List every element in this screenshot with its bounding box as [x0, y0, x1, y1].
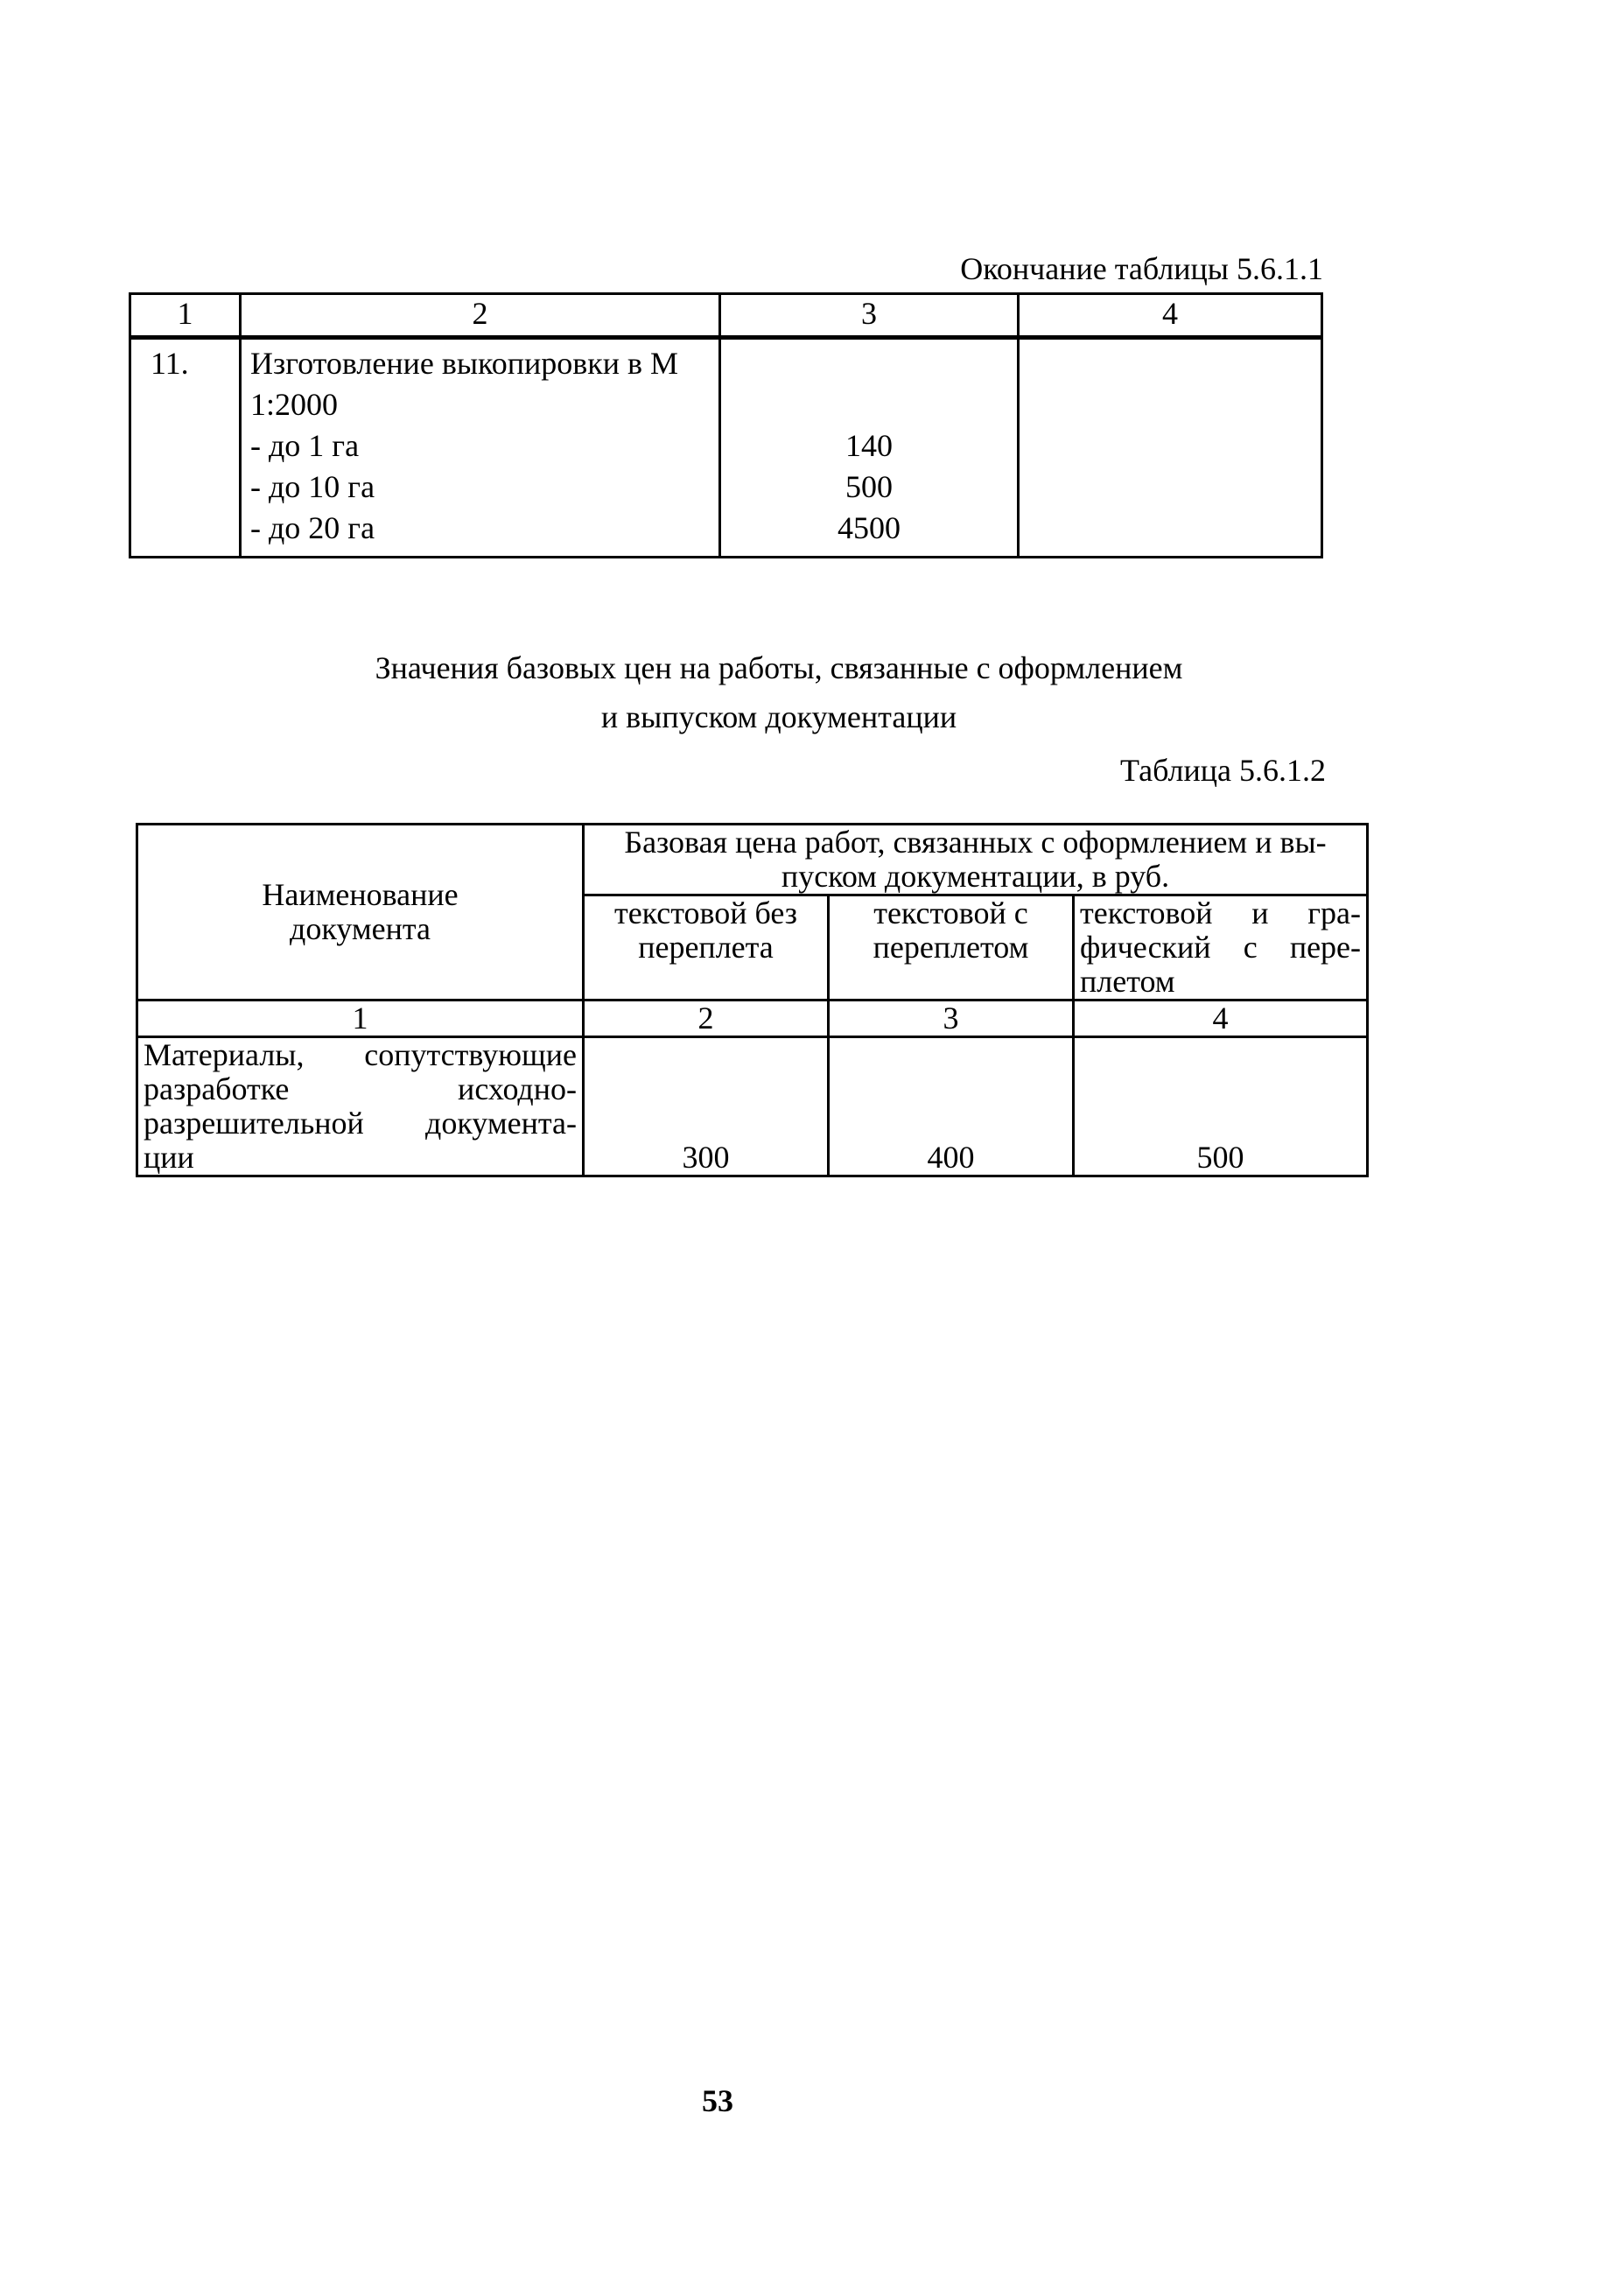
col-number-4: 4 [1074, 1001, 1368, 1037]
col-header-1: 1 [130, 294, 241, 338]
table-header-row [137, 825, 1368, 895]
row-values [720, 338, 1019, 558]
row-name-line: 1:2000 [250, 387, 339, 422]
table-row [130, 338, 1322, 558]
item-value: 4500 [838, 510, 901, 545]
item-label: - до 20 га [250, 510, 375, 545]
item-label: - до 10 га [250, 469, 375, 504]
table-row [137, 1037, 1368, 1176]
header-group: Базовая цена работ, связанных с оформлением и вы- пуском документации, в руб. [584, 825, 1368, 895]
row-name [241, 338, 720, 558]
table-5-6-1-1-end [129, 292, 1323, 558]
page-number: 53 [702, 2083, 733, 2118]
table-5-6-1-2 [136, 823, 1369, 1177]
table2-caption: Таблица 5.6.1.2 [1120, 753, 1326, 788]
header-document-name: Наименование документа [137, 825, 584, 1001]
section-title-line: и выпуском документации [600, 699, 957, 734]
col-number-2: 2 [584, 1001, 829, 1037]
subheader-text-graphic-with-binding: текстовой и гра- фический с пере- плетом [1074, 895, 1368, 1001]
subheader-text-no-binding: текстовой без переплета [584, 895, 829, 1001]
row-document-name: Материалы, сопутствующие разработке исходно- разрешительной документа- ции [137, 1037, 584, 1176]
row-col4 [1019, 338, 1322, 558]
item-value: 140 [845, 428, 893, 463]
item-label: - до 1 га [250, 428, 360, 463]
table-header-row [130, 294, 1322, 338]
col-header-4: 4 [1019, 294, 1322, 338]
table-column-numbers-row [137, 1001, 1368, 1037]
col-number-1: 1 [137, 1001, 584, 1037]
section-title [263, 643, 1295, 741]
row-name-line: Изготовление выкопировки в М [250, 346, 678, 381]
item-value: 500 [845, 469, 893, 504]
row-price-text-with-binding: 400 [829, 1037, 1074, 1176]
row-price-text-no-binding: 300 [584, 1037, 829, 1176]
section-title-line: Значения базовых цен на работы, связанные с оформлением [375, 650, 1183, 685]
table1-caption: Окончание таблицы 5.6.1.1 [960, 251, 1323, 286]
col-number-3: 3 [829, 1001, 1074, 1037]
subheader-text-with-binding: текстовой с переплетом [829, 895, 1074, 1001]
row-number: 11. [130, 338, 241, 558]
col-header-2: 2 [241, 294, 720, 338]
col-header-3: 3 [720, 294, 1019, 338]
row-price-text-graphic: 500 [1074, 1037, 1368, 1176]
